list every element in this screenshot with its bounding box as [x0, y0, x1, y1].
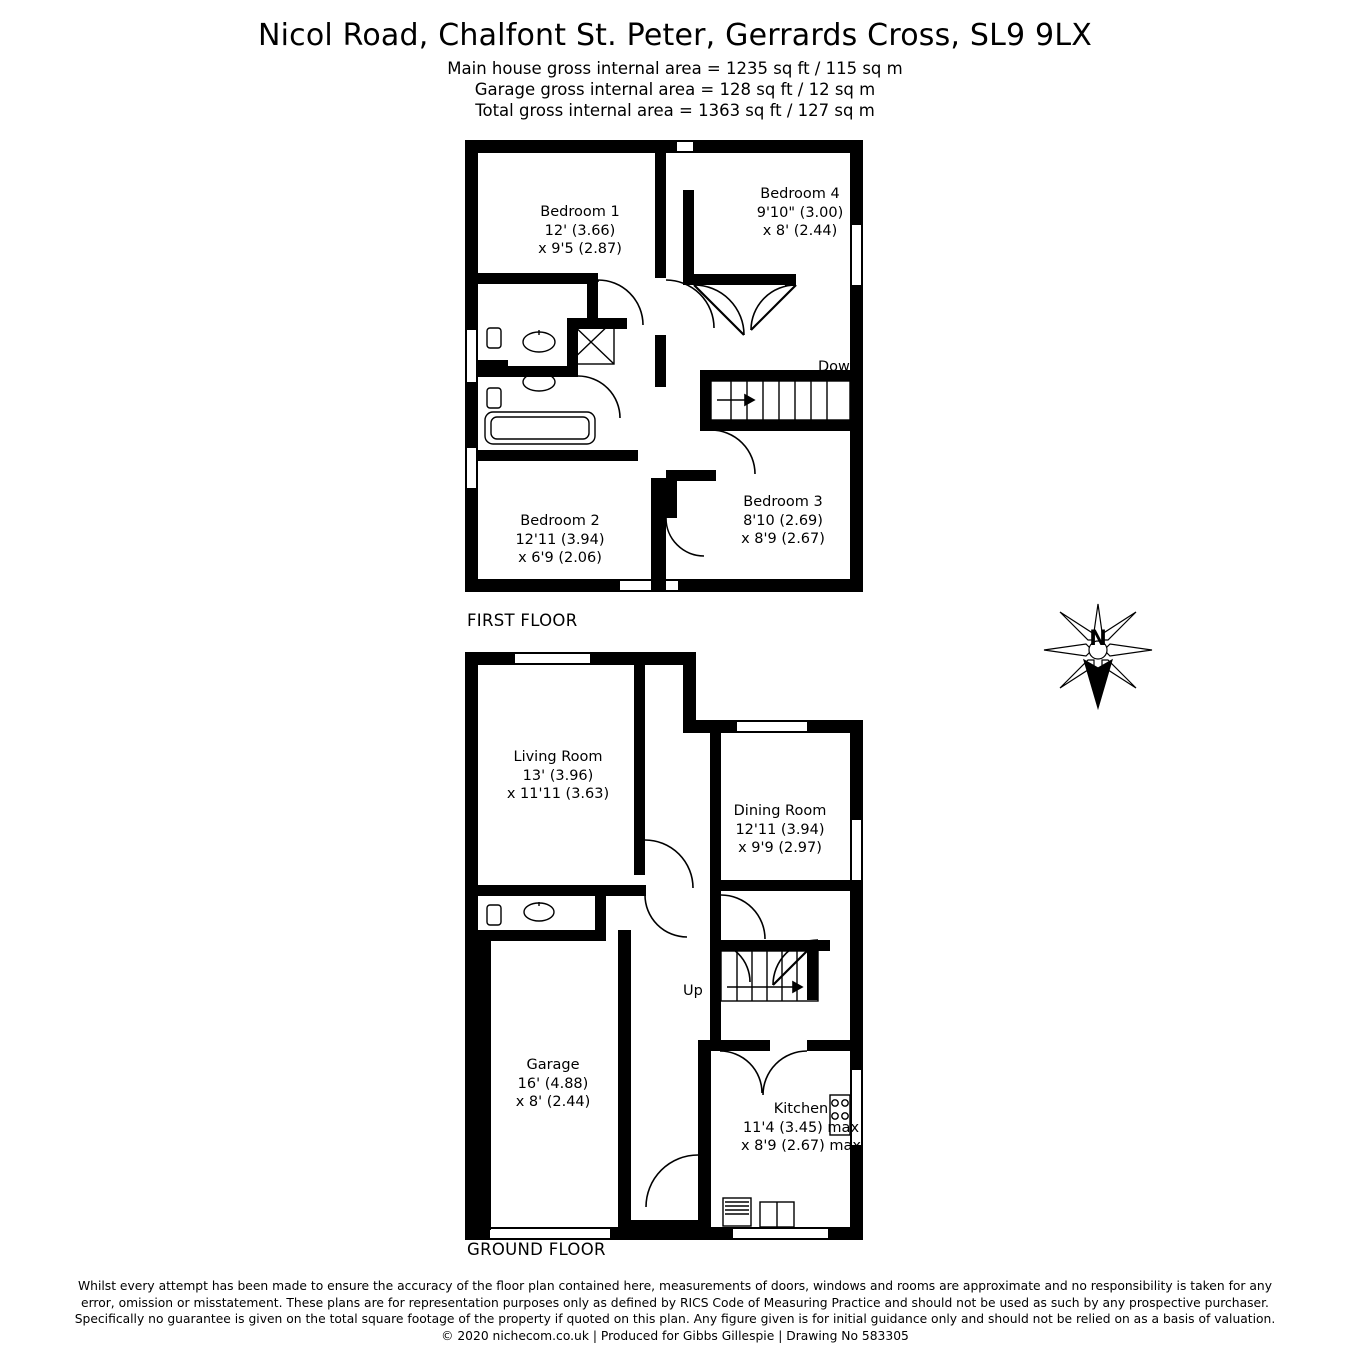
room-name: Garage — [526, 1057, 580, 1073]
room-dim-1: 12'11 (3.94) — [735, 821, 825, 838]
room-name: Living Room — [513, 749, 603, 765]
room-dim-2: x 6'9 (2.06) — [518, 550, 602, 566]
room-label-dining-room — [690, 802, 870, 858]
room-label-bedroom-4 — [700, 185, 900, 241]
disclaimer-text — [0, 1278, 1350, 1344]
room-label-living-room — [460, 748, 656, 804]
room-label-bedroom-2 — [477, 512, 643, 568]
room-dim-2: x 9'5 (2.87) — [538, 241, 622, 257]
room-dim-2: x 9'9 (2.97) — [738, 840, 822, 856]
disclaimer-line-3: Specifically no guarantee is given on the total square footage of the property if quoted on this plan. Any figure given is for initial guidance only and should not be relied on as a basis of valuation. — [74, 1312, 1276, 1327]
copyright-line: © 2020 nichecom.co.uk | Produced for Gibbs Gillespie | Drawing No 583305 — [441, 1328, 909, 1343]
room-dim-1: 16' (4.88) — [517, 1075, 589, 1092]
room-name: Bedroom 3 — [743, 494, 823, 510]
room-name: Bedroom 2 — [520, 513, 600, 529]
area-line-total: Total gross internal area = 1363 sq ft / 127 sq m — [475, 101, 875, 120]
disclaimer-line-1: Whilst every attempt has been made to ensure the accuracy of the floor plan contained here, measurements of doors, windows and rooms are approximate and no responsibility is taken for any — [78, 1279, 1272, 1293]
disclaimer-line-2: error, omission or misstatement. These plans are for representation purposes only as defined by RICS Code of Measuring Practice and should not be used as such by any prospective purchaser. — [81, 1295, 1269, 1310]
compass-north-letter: N — [1089, 626, 1107, 650]
room-dim-1: 13' (3.96) — [522, 767, 594, 784]
area-line-main: Main house gross internal area = 1235 sq ft / 115 sq m — [447, 59, 903, 78]
stair-direction-down: Down — [818, 359, 860, 375]
room-name: Bedroom 1 — [540, 204, 620, 220]
room-dim-1: 11'4 (3.45) max — [742, 1119, 860, 1136]
room-dim-1: 12'11 (3.94) — [515, 531, 605, 548]
room-dim-2: x 8'9 (2.67) — [741, 531, 825, 547]
area-line-garage: Garage gross internal area = 128 sq ft / 12 sq m — [474, 80, 876, 99]
room-dim-1: 8'10 (2.69) — [743, 512, 823, 529]
room-dim-2: x 8'9 (2.67) max — [740, 1138, 862, 1154]
room-dim-2: x 8' (2.44) — [762, 223, 838, 239]
first-floor-label: FIRST FLOOR — [467, 611, 578, 630]
room-label-bedroom-3 — [700, 493, 866, 549]
room-dim-1: 9'10" (3.00) — [756, 204, 844, 221]
room-label-bedroom-1 — [497, 203, 663, 259]
room-name: Bedroom 4 — [760, 186, 840, 202]
room-dim-2: x 8' (2.44) — [515, 1094, 591, 1110]
room-dim-2: x 11'11 (3.63) — [506, 786, 610, 802]
room-label-garage — [470, 1056, 636, 1112]
room-name: Kitchen — [773, 1101, 829, 1117]
page-title: Nicol Road, Chalfont St. Peter, Gerrards Cross, SL9 9LX — [257, 18, 1093, 53]
room-name: Dining Room — [733, 803, 827, 819]
room-label-kitchen — [706, 1100, 896, 1156]
room-dim-1: 12' (3.66) — [544, 222, 616, 239]
area-summary — [0, 58, 1350, 121]
compass-rose — [1038, 598, 1158, 718]
ground-floor-label: GROUND FLOOR — [467, 1240, 606, 1259]
stair-direction-up: Up — [683, 983, 703, 999]
